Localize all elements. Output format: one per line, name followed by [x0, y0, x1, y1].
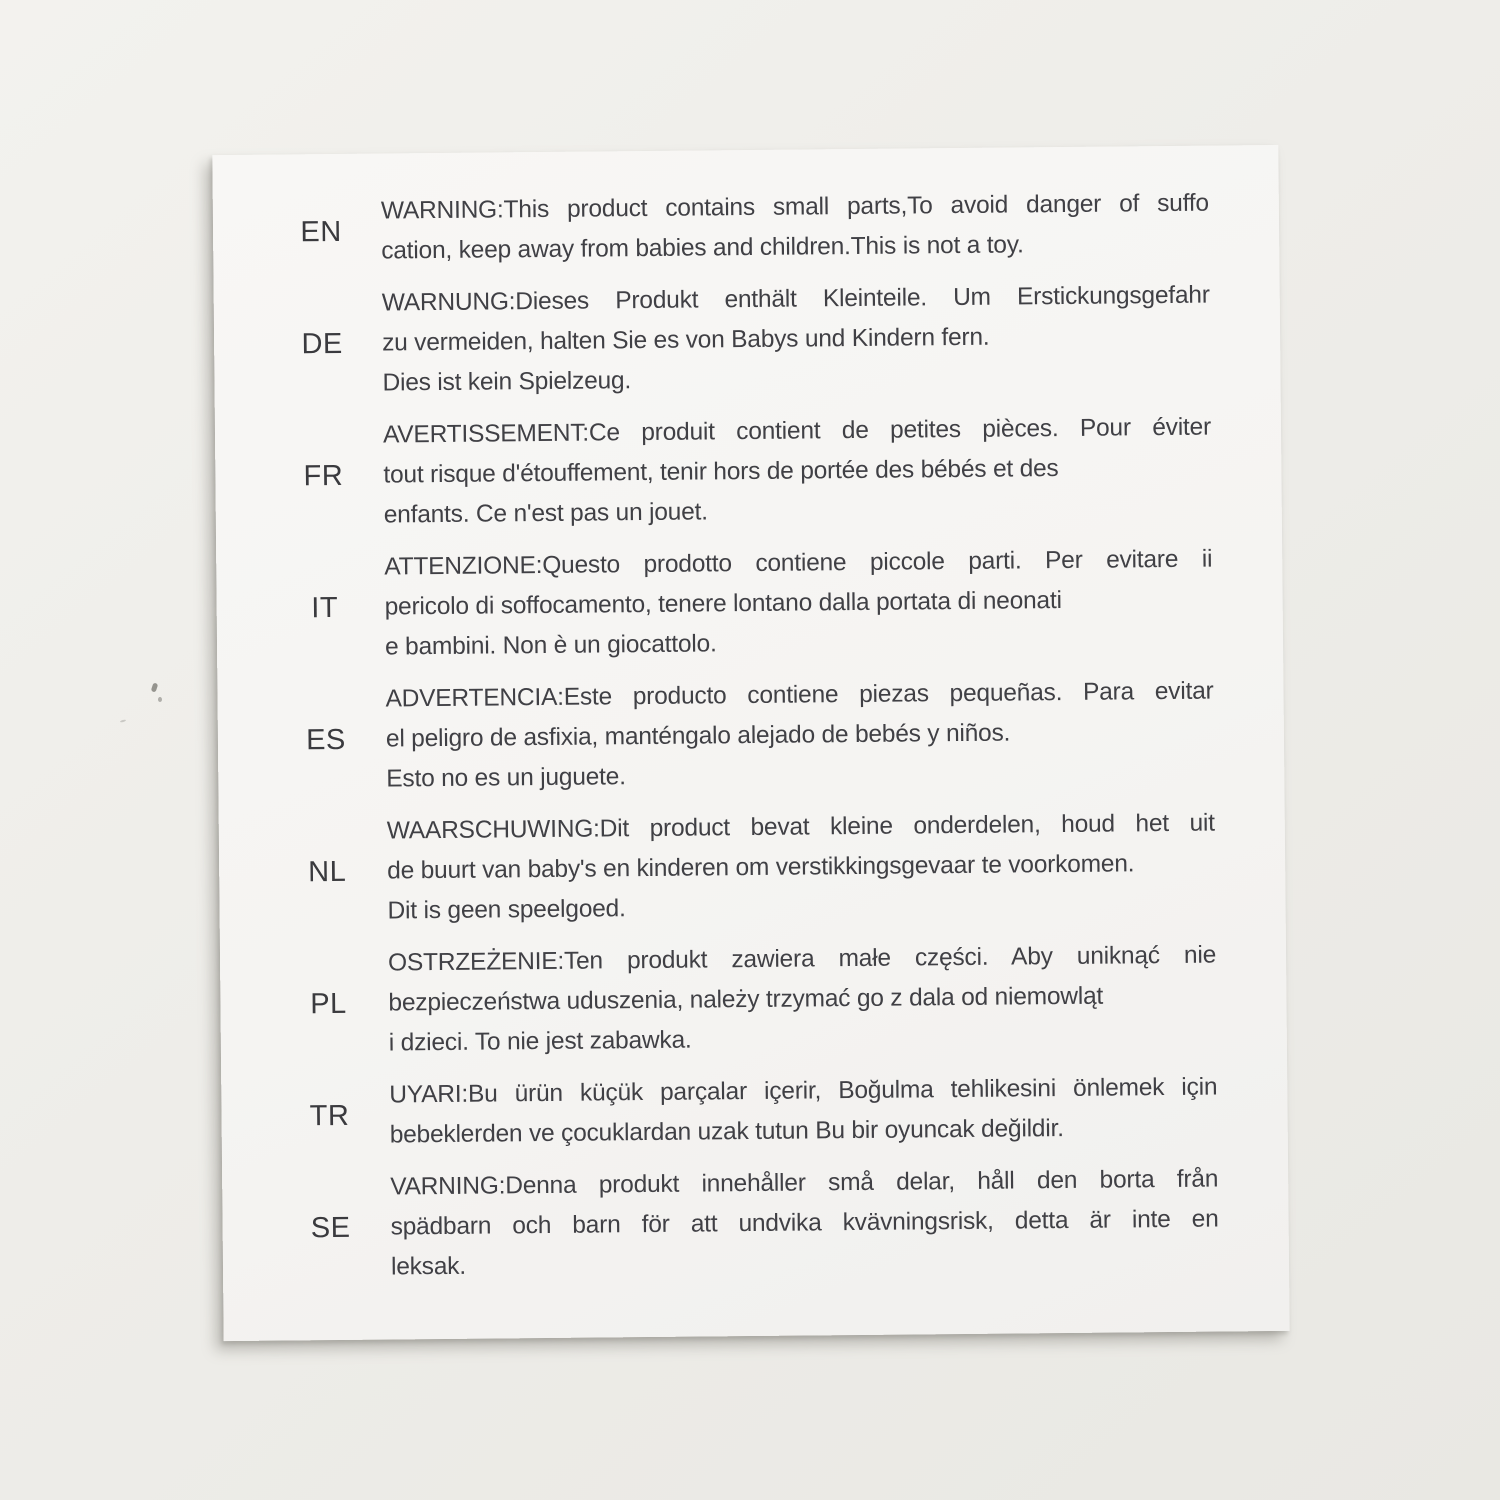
warning-text-pl — [388, 936, 1217, 1064]
warning-line: WAARSCHUWING:Dit product bevat kleine onderdelen, houd het uit — [386, 809, 1215, 845]
dust-speck — [158, 697, 162, 702]
warning-line: bebeklerden ve çocuklardan uzak tutun Bu bir oyuncak değildir. — [389, 1115, 1064, 1149]
warning-line: WARNUNG:Dieses Produkt enthält Kleinteile. Um Erstickungsgefahr — [381, 281, 1210, 317]
dust-speck — [151, 682, 159, 692]
lang-code-tr: TR — [309, 1099, 350, 1132]
warning-text-fr — [383, 408, 1212, 536]
warning-block-tr — [269, 1068, 1218, 1157]
warning-text-se — [390, 1160, 1219, 1288]
lang-code-es: ES — [305, 723, 346, 756]
warning-label-paper — [212, 145, 1289, 1341]
lang-code-pl: PL — [310, 987, 347, 1020]
warning-line: AVERTISSEMENT:Ce produit contient de petites pièces. Pour éviter — [382, 413, 1212, 449]
warning-line: VARNING:Denna produkt innehåller små delar, håll den borta från — [390, 1165, 1219, 1201]
warning-text-en — [381, 184, 1210, 272]
warning-line: i dzieci. To nie jest zabawka. — [388, 1026, 692, 1057]
lang-code-de: DE — [301, 327, 343, 360]
warning-line: OSTRZEŻENIE:Ten produkt zawiera małe części. Aby uniknąć nie — [387, 941, 1217, 977]
warning-line: WARNING:This product contains small parts,To avoid danger of suffo — [380, 189, 1209, 225]
warning-line: enfants. Ce n'est pas un jouet. — [383, 498, 708, 529]
warning-line: de buurt van baby's en kinderen om verstikkingsgevaar te voorkomen. — [387, 850, 1135, 885]
warning-line: ATTENZIONE:Questo prodotto contiene piccole parti. Per evitare ii — [384, 545, 1213, 581]
warning-line: tout risque d'étouffement, tenir hors de portée des bébés et des — [383, 455, 1059, 489]
warning-block-se — [270, 1160, 1219, 1289]
warning-line: e bambini. Non è un giocattolo. — [384, 630, 717, 661]
warning-text-it — [384, 540, 1213, 668]
lang-code-nl: NL — [308, 855, 347, 888]
warning-line: bezpieczeństwa uduszenia, należy trzymać go z dala od niemowląt — [388, 982, 1104, 1017]
warning-block-pl — [268, 936, 1217, 1065]
lang-code-it: IT — [311, 591, 339, 624]
warning-line: el peligro de asfixia, manténgalo alejado de bebés y niños. — [385, 719, 1011, 753]
lang-code-en: EN — [300, 215, 342, 248]
warning-line: spädbarn och barn för att undvika kvävningsrisk, detta är inte en — [390, 1205, 1219, 1241]
warning-line: pericolo di soffocamento, tenere lontano dalla portata di neonati — [384, 587, 1062, 621]
warning-text-es — [385, 672, 1214, 800]
warning-text-tr — [389, 1068, 1218, 1156]
warning-line: Dies ist kein Spielzeug. — [382, 367, 632, 397]
lang-code-se: SE — [310, 1211, 351, 1244]
warning-line: ADVERTENCIA:Este producto contiene piezas pequeñas. Para evitar — [385, 677, 1214, 713]
warning-block-en — [261, 184, 1210, 273]
warning-line: leksak. — [390, 1252, 466, 1281]
warning-block-nl — [267, 804, 1216, 933]
warning-block-de — [262, 276, 1211, 405]
lang-code-fr: FR — [303, 459, 344, 492]
warning-line: Dit is geen speelgoed. — [387, 895, 626, 925]
warning-line: zu vermeiden, halten Sie es von Babys und Kindern fern. — [382, 323, 990, 357]
warning-text-nl — [387, 804, 1216, 932]
warning-block-fr — [263, 408, 1212, 537]
warning-line: UYARI:Bu ürün küçük parçalar içerir, Boğulma tehlikesini önlemek için — [389, 1073, 1218, 1109]
warning-block-it — [264, 540, 1213, 669]
warning-line: Esto no es un juguete. — [386, 763, 626, 793]
dust-speck — [120, 719, 126, 722]
warning-text-de — [382, 276, 1211, 404]
warning-block-es — [265, 672, 1214, 801]
warning-line: cation, keep away from babies and children.This is not a toy. — [381, 231, 1024, 265]
